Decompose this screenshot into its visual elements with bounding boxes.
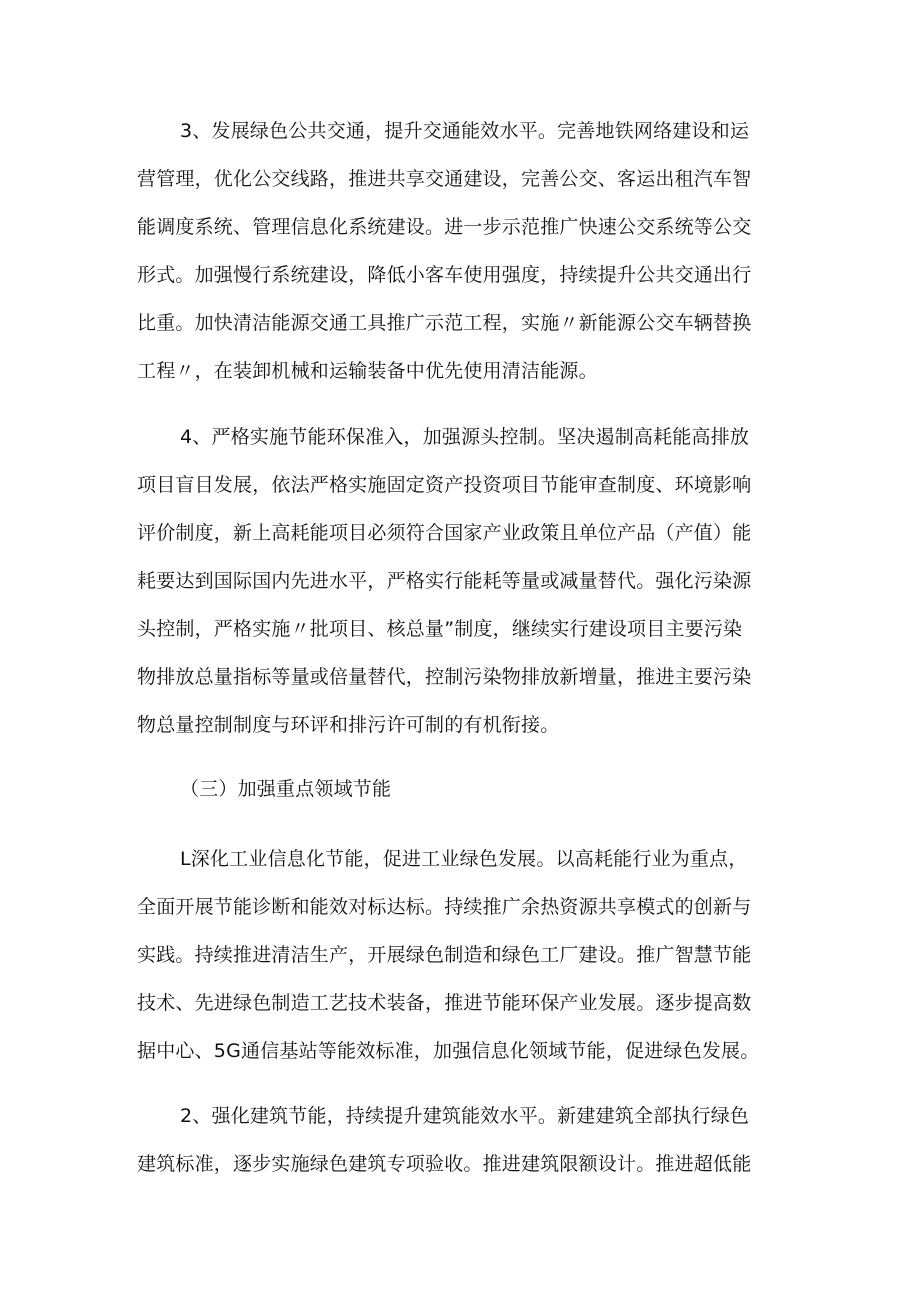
paragraph-line: 据中心、5G通信基站等能效标准，加强信息化领域节能，促进绿色发展。 (137, 1040, 760, 1062)
paragraph-line: 能调度系统、管理信息化系统建设。进一步示范推广快速公交系统等公交 (137, 216, 752, 238)
paragraph-line: 形式。加强慢行系统建设，降低小客车使用强度，持续提升公共交通出行 (137, 264, 752, 286)
paragraph-line: 物总量控制制度与环评和排污许可制的有机衔接。 (137, 714, 560, 736)
paragraph-line: 物排放总量指标等量或倍量替代，控制污染物排放新增量，推进主要污染 (137, 666, 752, 688)
paragraph-line: 3、发展绿色公共交通，提升交通能效水平。完善地铁网络建设和运 (180, 120, 750, 142)
paragraph-line: 营管理，优化公交线路，推进共享交通建设，完善公交、客运出租汽车智 (137, 168, 752, 190)
paragraph-line: 全面开展节能诊断和能效对标达标。持续推广余热资源共享模式的创新与 (137, 896, 752, 918)
paragraph-line: 比重。加快清洁能源交通工具推广示范工程，实施〃新能源公交车辆替换 (137, 312, 752, 334)
paragraph-line: 2、强化建筑节能，持续提升建筑能效水平。新建建筑全部执行绿色 (180, 1105, 750, 1127)
paragraph-line: 建筑标准，逐步实施绿色建筑专项验收。推进建筑限额设计。推进超低能 (137, 1153, 752, 1175)
paragraph-line: 实践。持续推进清洁生产，开展绿色制造和绿色工厂建设。推广智慧节能 (137, 944, 752, 966)
paragraph-line: L深化工业信息化节能，促进工业绿色发展。以高耗能行业为重点， (180, 848, 748, 870)
section-heading: （三）加强重点领域节能 (180, 778, 392, 800)
paragraph-line: 项目盲目发展，依法严格实施固定资产投资项目节能审查制度、环境影响 (137, 474, 752, 496)
paragraph-line: 4、严格实施节能环保准入，加强源头控制。坚决遏制高耗能高排放 (180, 426, 750, 448)
paragraph-line: 耗要达到国际国内先进水平，严格实行能耗等量或减量替代。强化污染源 (137, 570, 752, 592)
paragraph-line: 评价制度，新上高耗能项目必须符合国家产业政策且单位产品（产值）能 (137, 522, 752, 544)
paragraph-line: 头控制，严格实施〃批项目、核总量”制度，继续实行建设项目主要污染 (137, 618, 743, 640)
paragraph-line: 技术、先进绿色制造工艺技术装备，推进节能环保产业发展。逐步提高数 (137, 992, 752, 1014)
paragraph-line: 工程〃，在装卸机械和运输装备中优先使用清洁能源。 (137, 360, 598, 382)
